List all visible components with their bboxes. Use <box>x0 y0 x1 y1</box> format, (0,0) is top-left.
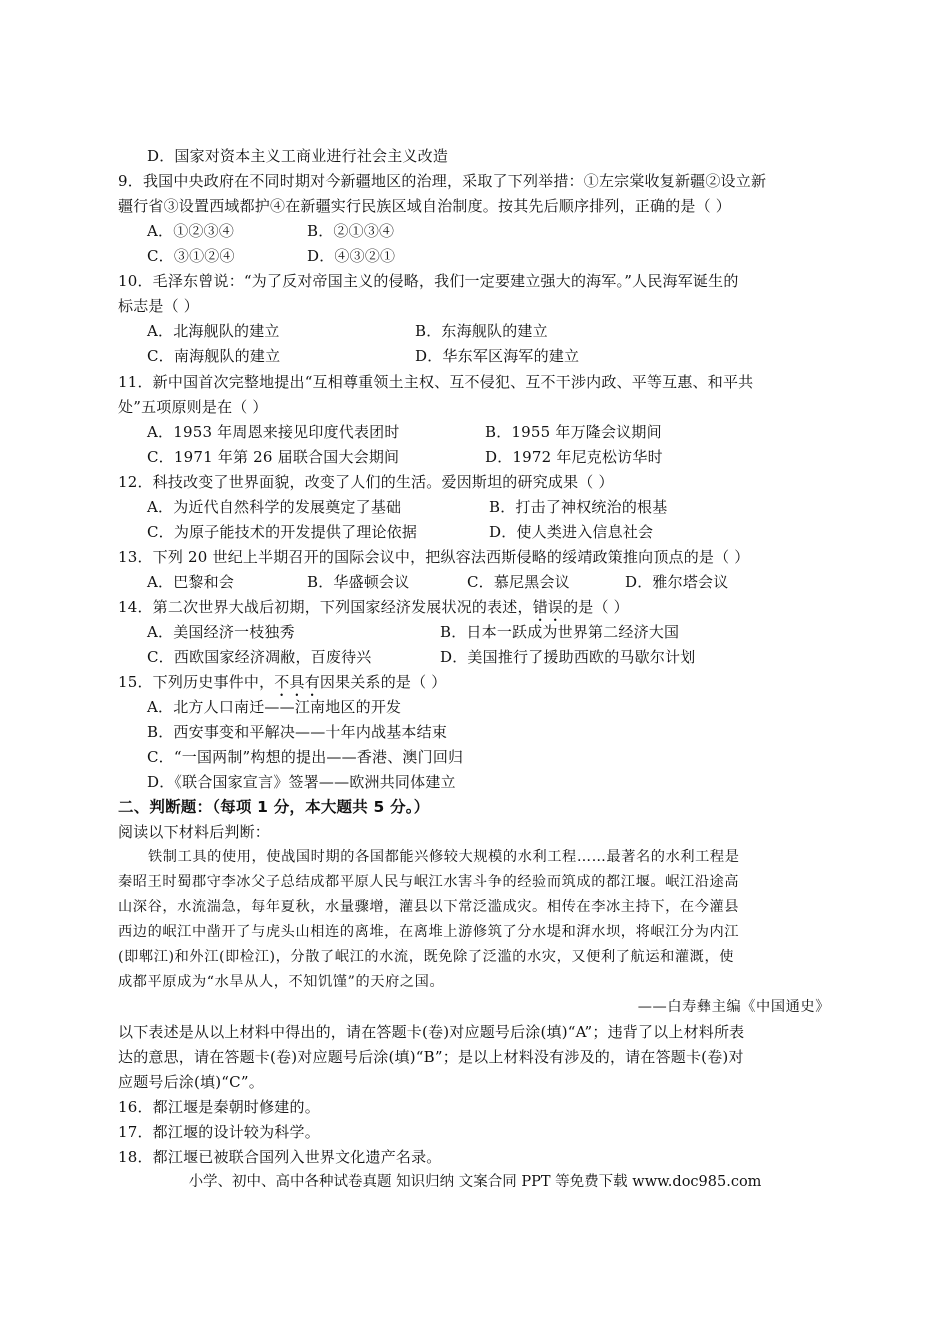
q10-option-a: A．北海舰队的建立 <box>147 322 280 340</box>
q11-stem-line1: 11．新中国首次完整地提出“互相尊重领土主权、互不侵犯、互不干涉内政、平等互惠、和平共 <box>118 373 754 391</box>
q16-statement: 16．都江堰是秦朝时修建的。 <box>118 1098 320 1116</box>
q11-option-b: B．1955 年万隆会议期间 <box>485 423 662 441</box>
q10-option-d: D．华东军区海军的建立 <box>415 347 580 365</box>
q9-option-c: C．③①②④ <box>147 247 235 265</box>
q13-option-c: C．慕尼黑会议 <box>467 573 570 591</box>
q8-option-d: D．国家对资本主义工商业进行社会主义改造 <box>147 147 449 165</box>
q11-option-a: A．1953 年周恩来接见印度代表团时 <box>147 423 400 441</box>
q13-option-a: A．巴黎和会 <box>147 573 235 591</box>
q12-option-c: C．为原子能技术的开发提供了理论依据 <box>147 523 418 541</box>
section2-heading: 二、判断题：（每项 1 分，本大题共 5 分。） <box>118 798 430 816</box>
instruction-line: 应题号后涂(填)“C”。 <box>118 1073 264 1091</box>
q10-options-row2 <box>147 344 867 369</box>
passage-line: 山深谷，水流湍急，每年夏秋，水量骤增，灌县以下常泛滥成灾。相传在李冰主持下，在今灌县 <box>118 899 740 915</box>
q13-option-d: D．雅尔塔会议 <box>625 573 729 591</box>
q18-statement: 18．都江堰已被联合国列入世界文化遗产名录。 <box>118 1148 442 1166</box>
q9-option-a: A．①②③④ <box>147 222 235 240</box>
q13-option-b: B．华盛顿会议 <box>307 573 410 591</box>
q14-option-d: D．美国推行了援助西欧的马歇尔计划 <box>440 648 696 666</box>
q15-stem-emphasis: 不具有 <box>274 673 320 691</box>
passage-line: (即郫江)和外江(即检江)，分散了岷江的水流，既免除了泛滥的水灾，又便利了航运和灌溉，使 <box>118 949 735 965</box>
q9-option-d: D．④③②① <box>307 247 396 265</box>
q10-options-row1 <box>147 319 867 344</box>
passage-source: ——白寿彝主编《中国通史》 <box>637 999 830 1015</box>
q11-stem-line2: 处”五项原则是在（ ） <box>118 398 268 416</box>
q15-option-b: B．西安事变和平解决——十年内战基本结束 <box>147 723 448 741</box>
q9-stem-line2: 疆行省③设置西域都护④在新疆实行民族区域自治制度。按其先后顺序排列，正确的是（ ） <box>118 197 731 215</box>
passage-line: 成都平原成为“水旱从人，不知饥馑”的天府之国。 <box>118 974 445 990</box>
q15-option-d: D．《联合国家宣言》签署——欧洲共同体建立 <box>147 773 456 791</box>
q17-statement: 17．都江堰的设计较为科学。 <box>118 1123 320 1141</box>
q10-option-c: C．南海舰队的建立 <box>147 347 281 365</box>
section2-intro: 阅读以下材料后判断： <box>118 823 271 841</box>
q12-option-a: A．为近代自然科学的发展奠定了基础 <box>147 498 402 516</box>
q15-option-a: A．北方人口南迁——江南地区的开发 <box>147 698 402 716</box>
q11-options-row1 <box>147 420 867 445</box>
q9-options-row2 <box>147 244 867 269</box>
q12-stem: 12．科技改变了世界面貌，改变了人们的生活。爱因斯坦的研究成果（ ） <box>118 473 614 491</box>
q11-option-c: C．1971 年第 26 届联合国大会期间 <box>147 448 400 466</box>
q10-option-b: B．东海舰队的建立 <box>415 322 548 340</box>
q14-option-c: C．西欧国家经济凋敝，百废待兴 <box>147 648 372 666</box>
q9-option-b: B．②①③④ <box>307 222 395 240</box>
passage-line: 铁制工具的使用，使战国时期的各国都能兴修较大规模的水利工程……最著名的水利工程是 <box>148 849 740 865</box>
q14-options-row2 <box>147 645 867 670</box>
q14-option-b: B．日本一跃成为世界第二经济大国 <box>440 623 680 641</box>
passage-line: 秦昭王时蜀郡守李冰父子总结成都平原人民与岷江水害斗争的经验而筑成的都江堰。岷江沿途高 <box>118 874 740 890</box>
q14-stem-pre: 14．第二次世界大战后初期，下列国家经济发展状况的表述， <box>118 598 533 616</box>
q10-stem-line2: 标志是（ ） <box>118 297 199 315</box>
q12-options-row1 <box>147 495 867 520</box>
q15-option-c: C．“一国两制”构想的提出——香港、澳门回归 <box>147 748 464 766</box>
q15-stem-pre: 15．下列历史事件中， <box>118 673 275 691</box>
q12-option-d: D．使人类进入信息社会 <box>489 523 654 541</box>
passage-line: 西边的岷江中凿开了与虎头山相连的离堆，在离堆上游修筑了分水堤和湃水坝，将岷江分为内江 <box>118 924 740 940</box>
q14-option-a: A．美国经济一枝独秀 <box>147 623 295 641</box>
q15-stem-post: 因果关系的是（ ） <box>319 673 447 691</box>
q14-options-row1 <box>147 620 867 645</box>
q9-options-row1 <box>147 219 867 244</box>
q13-options <box>147 570 867 595</box>
q11-option-d: D．1972 年尼克松访华时 <box>485 448 663 466</box>
q12-options-row2 <box>147 520 867 545</box>
q11-options-row2 <box>147 445 867 470</box>
footer-text: 小学、初中、高中各种试卷真题 知识归纳 文案合同 PPT 等免费下载 www.doc985.com <box>188 1174 762 1190</box>
instruction-line: 以下表述是从以上材料中得出的，请在答题卡(卷)对应题号后涂(填)“A”；违背了以上材料所表 <box>118 1023 745 1041</box>
instruction-line: 达的意思，请在答题卡(卷)对应题号后涂(填)“B”；是以上材料没有涉及的，请在答题卡(卷)对 <box>118 1048 744 1066</box>
q12-option-b: B．打击了神权统治的根基 <box>489 498 668 516</box>
q14-stem-emphasis: 错误 <box>532 598 564 616</box>
q13-stem: 13．下列 20 世纪上半期召开的国际会议中，把纵容法西斯侵略的绥靖政策推向顶点的是（ ） <box>118 548 750 566</box>
q10-stem-line1: 10．毛泽东曾说：“为了反对帝国主义的侵略，我们一定要建立强大的海军。”人民海军诞生的 <box>118 272 739 290</box>
q9-stem-line1: 9．我国中央政府在不同时期对今新疆地区的治理，采取了下列举措：①左宗棠收复新疆②设立新 <box>118 172 767 190</box>
q14-stem-post: 的是（ ） <box>563 598 629 616</box>
